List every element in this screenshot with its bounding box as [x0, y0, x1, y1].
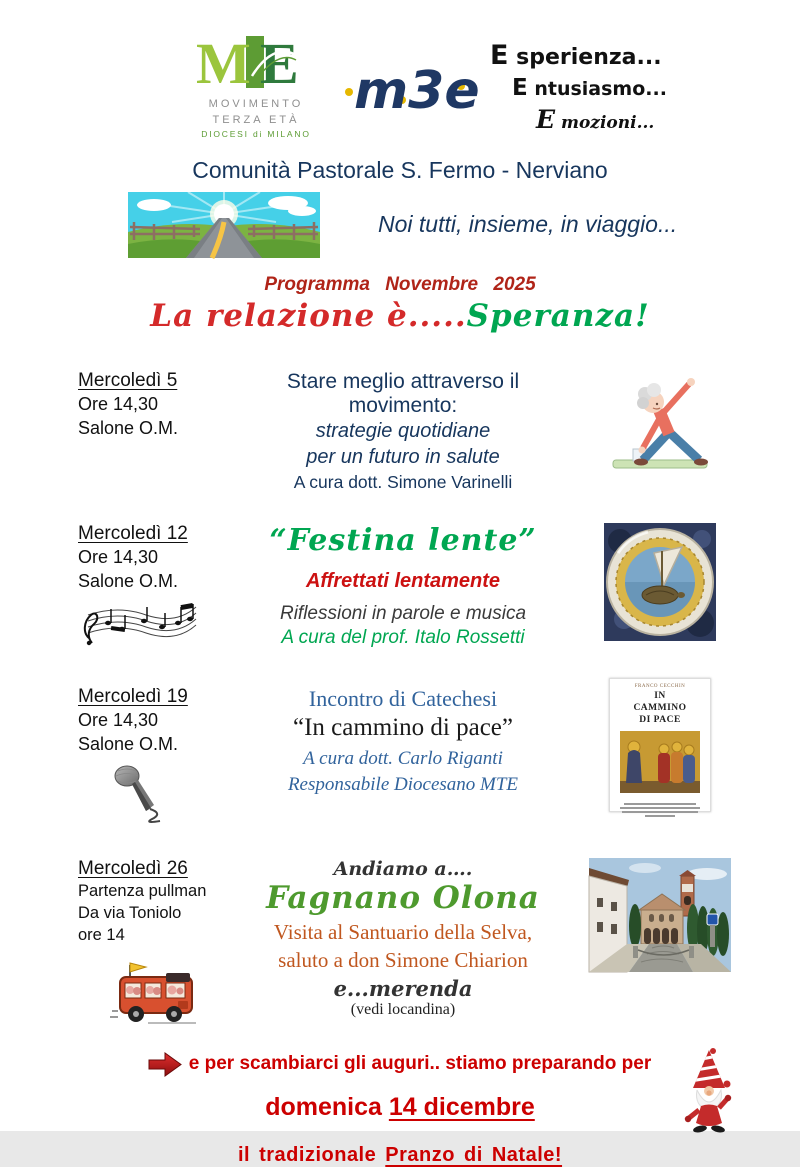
event-3-curator-1: A cura dott. Carlo Riganti: [303, 748, 503, 770]
slogan-line: [0, 298, 800, 334]
event-3-icon-wrap: [106, 763, 226, 826]
book-title: [610, 691, 710, 727]
event-4-intro: Andiamo a….: [333, 857, 473, 880]
event-4-detail-1: Partenza pullman: [78, 881, 207, 900]
sanctuary-photo: [589, 858, 731, 972]
event-4-detail-3: ore 14: [78, 926, 125, 945]
mte-word-movimento: MOVIMENTO: [208, 98, 304, 110]
event-4-image: [580, 858, 740, 972]
book-title-line: CAMMINO: [633, 703, 687, 714]
event-mercoledi-12: [0, 523, 800, 653]
event-1-time: Ore 14,30: [78, 393, 159, 414]
event-1-title: Stare meglio attraverso il movimento:: [286, 369, 520, 417]
elderly-woman-exercising-icon: [607, 370, 713, 476]
footer-text-1: e per scambiarci gli auguri.. stiamo preparando per: [188, 1053, 652, 1075]
event-4-description: [234, 858, 572, 1020]
cartoon-bus-icon: [108, 953, 208, 1027]
event-mercoledi-19: [0, 686, 800, 826]
footer-line-3: [70, 1144, 730, 1167]
motto-rest: sperienza...: [516, 45, 662, 70]
event-2-description: [234, 523, 572, 649]
christmas-gnome-wrap: [680, 1048, 738, 1139]
footer-date-prefix: domenica: [265, 1092, 389, 1121]
motto-line-emozioni: [536, 106, 667, 135]
event-2-subtitle-1: Affrettati lentamente: [305, 569, 501, 592]
footer-line-2: [70, 1093, 730, 1122]
mte-word-diocesi: DIOCESI di MILANO: [201, 128, 311, 139]
turtle-sail-fresco-icon: [604, 523, 716, 641]
event-3-subtitle: “In cammino di pace”: [292, 714, 514, 742]
event-1-left: [78, 370, 226, 441]
book-cover-in-cammino-di-pace: [609, 678, 711, 812]
footer-date-underlined: 14 dicembre: [388, 1092, 535, 1121]
event-2-icon-wrap: [78, 599, 226, 652]
event-2-time: Ore 14,30: [78, 546, 159, 567]
music-notes-icon: [78, 599, 200, 647]
motto-line-entusiasmo: [512, 75, 667, 101]
motto-initial: E: [536, 105, 556, 135]
event-4-icon-wrap: [108, 953, 226, 1032]
road-to-horizon-illustration: [128, 192, 320, 258]
mte-word-terza-eta: TERZA ETÀ: [212, 114, 300, 127]
motto-initial: E: [490, 40, 509, 71]
book-title-line: DI PACE: [639, 714, 681, 725]
event-3-left: [78, 686, 226, 826]
event-4-title: Fagnano Olona: [266, 879, 540, 916]
event-2-curator: A cura del prof. Italo Rossetti: [281, 626, 525, 648]
book-title-line: IN: [654, 691, 666, 702]
slogan-green-part: Speranza!: [466, 297, 650, 334]
m3e-logo: [342, 34, 480, 127]
event-3-date: Mercoledì 19: [78, 686, 188, 708]
mte-monogram-icon: [196, 31, 316, 96]
event-4-subtitle-2: saluto a don Simone Chiarion: [278, 948, 528, 973]
event-3-title: Incontro di Catechesi: [308, 686, 498, 712]
m3e-logo-text: m3e: [354, 61, 480, 121]
event-2-left: [78, 523, 226, 653]
event-2-date: Mercoledì 12: [78, 522, 188, 544]
motto-line-esperienza: [490, 40, 667, 71]
motto-rest: mozioni...: [560, 113, 655, 134]
mte-monogram-m: M: [196, 31, 251, 96]
header-motto: [490, 34, 667, 135]
event-1-place: Salone O.M.: [78, 417, 179, 438]
christmas-gnome-icon: [680, 1048, 738, 1134]
event-2-subtitle-2: Riflessioni in parole e musica: [279, 602, 527, 624]
microphone-icon: [106, 763, 172, 821]
event-1-subtitle-1: strategie quotidiane: [315, 419, 491, 442]
event-3-curator-2: Responsabile Diocesano MTE: [287, 773, 519, 795]
book-author: FRANCO CECCHIN: [634, 684, 686, 690]
event-1-description: [234, 370, 572, 493]
motto-rest: ntusiasmo...: [534, 78, 667, 101]
event-4-subtitle-1: Visita al Santuario della Selva,: [273, 919, 533, 944]
m3e-logo-icon: [342, 52, 480, 122]
event-2-title: “Festina lente”: [269, 522, 537, 558]
event-1-date: Mercoledì 5: [78, 369, 178, 391]
tagline: Noi tutti, insieme, in viaggio...: [378, 211, 678, 238]
mte-monogram-e: E: [260, 31, 299, 96]
event-1-subtitle-2: per un futuro in salute: [306, 445, 500, 468]
event-1-curator: A cura dott. Simone Varinelli: [293, 471, 513, 492]
event-2-image: [580, 523, 740, 641]
motto-initial: E: [512, 75, 528, 102]
book-caption-lines: [610, 803, 710, 817]
event-mercoledi-26: [0, 858, 800, 1032]
program-month-line: Programma Novembre 2025: [264, 273, 536, 295]
red-arrow-icon: [149, 1052, 181, 1077]
event-3-image: [580, 686, 740, 812]
footer-lunch-underlined: Pranzo di Natale!: [385, 1143, 563, 1166]
header-logos: [0, 0, 800, 139]
road-tagline-row: [128, 192, 800, 258]
slogan-red-part: La relazione è.....: [150, 297, 467, 334]
event-2-place: Salone O.M.: [78, 570, 179, 591]
event-4-extra: e...merenda: [333, 976, 473, 1002]
event-3-time: Ore 14,30: [78, 710, 159, 731]
event-1-image: [580, 370, 740, 476]
event-3-place: Salone O.M.: [78, 734, 179, 755]
event-3-description: [234, 686, 572, 797]
event-mercoledi-5: [0, 370, 800, 493]
event-4-left: [78, 858, 226, 1032]
footer-lunch-prefix: il tradizionale: [237, 1143, 386, 1166]
footer-announcement: [0, 1052, 800, 1167]
event-4-note: (vedi locandina): [350, 1001, 456, 1019]
event-4-detail-2: Da via Toniolo: [78, 904, 182, 923]
events-list: [0, 370, 800, 1032]
footer-line-1: [70, 1052, 730, 1077]
event-4-date: Mercoledì 26: [78, 857, 188, 879]
book-icon-painting: [620, 731, 700, 793]
mte-logo: [192, 31, 320, 139]
page-title: Comunità Pastorale S. Fermo - Nerviano: [192, 156, 608, 183]
